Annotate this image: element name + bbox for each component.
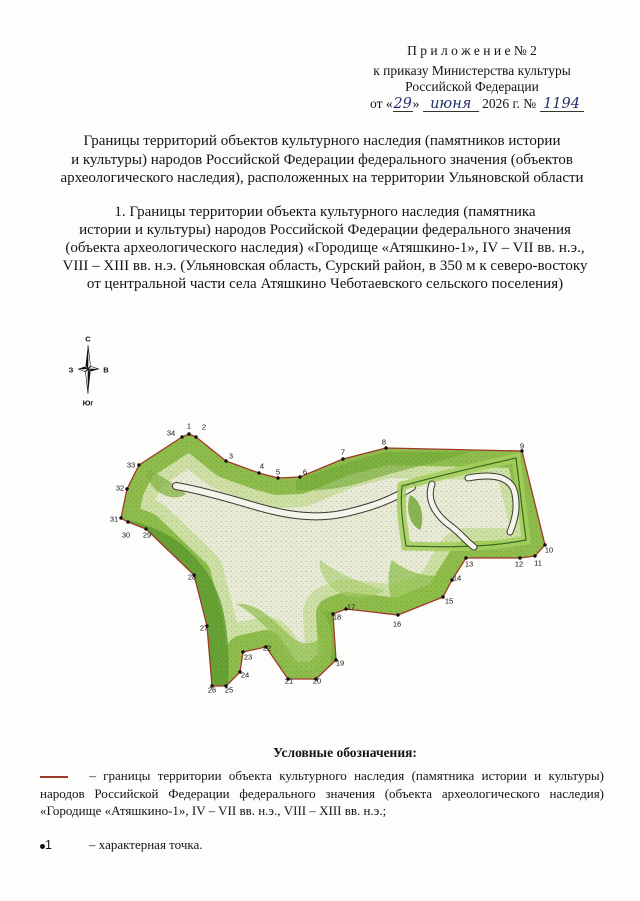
point-label-8: 8 [381,437,387,447]
order-date-line [356,96,588,113]
point-label-5: 5 [275,467,281,477]
compass-south-label: Юг [82,398,94,408]
point-label-21: 21 [284,676,294,686]
point-marker-2 [194,435,197,438]
compass-west-label: З [68,365,74,375]
point-marker-33 [137,463,140,466]
point-marker-16 [396,613,399,616]
point-label-11: 11 [534,558,542,568]
day-close-quote: » [412,95,420,111]
point-label-19: 19 [335,658,345,668]
title-line: археологического наследия), расположенных на территории Ульяновской области [60,170,584,186]
legend-boundary-text: – границы территории объекта культурного наследия (памятника истории и культуры) [89,768,604,783]
order-reference: к приказу Министерства культуры [373,62,571,78]
legend-boundary-line: народов Российской Федерации федерального значения (объекта археологического наследия) [40,785,604,801]
section-heading-line: от центральной части села Атяшкино Чеботаевского сельского поселения) [86,276,564,292]
compass-rose-icon [78,345,99,394]
point-label-18: 18 [332,612,342,622]
section-heading-line: 1. Границы территории объекта культурного наследия (памятника [114,204,536,220]
point-marker-11 [533,554,536,557]
section-heading [10,203,640,293]
point-marker-7 [341,457,344,460]
point-marker-4 [257,471,260,474]
point-label-28: 28 [187,572,197,582]
document-title [4,132,640,188]
boundary-line-sample [40,776,68,778]
point-label-3: 3 [228,451,234,461]
point-label-30: 30 [121,530,131,540]
stipple-texture [121,434,545,686]
section-heading-line: (объекта археологического наследия) «Городище «Атяшкино-1», IV – VII вв. н.э., [65,240,585,256]
point-sample-number: 1 [45,838,52,852]
legend-point-entry [40,836,203,854]
point-marker-1 [187,432,190,435]
day-blank [393,97,413,112]
compass [60,330,120,412]
compass-north-label: С [85,334,91,344]
legend-heading: Условные обозначения: [273,745,417,760]
point-marker-8 [384,446,387,449]
point-label-31: 31 [109,514,119,524]
point-label-33: 33 [126,460,136,470]
title-line: Границы территорий объектов культурного наследия (памятников истории [83,133,561,149]
site-boundary-map [105,415,560,700]
point-label-32: 32 [115,483,125,493]
point-label-14: 14 [452,573,462,583]
point-label-26: 26 [207,685,217,695]
point-label-34: 34 [166,428,176,438]
point-marker-31 [119,516,122,519]
legend-boundary-entry [40,767,604,820]
compass-east-label: В [103,365,109,375]
point-label-15: 15 [444,596,454,606]
point-label-16: 16 [392,619,402,629]
point-label-6: 6 [302,467,308,477]
appendix-header [356,43,588,112]
legend-boundary-line [40,767,604,785]
point-label-2: 2 [201,422,207,432]
point-label-23: 23 [243,652,253,662]
section-heading-line: истории и культуры) народов Российской Федерации федерального значения [79,222,571,238]
point-marker-32 [125,487,128,490]
section-heading-line: VIII – XIII вв. н.э. (Ульяновская область, Сурский район, в 350 м к северо-востоку [62,258,588,274]
point-label-13: 13 [464,559,474,569]
point-label-24: 24 [240,670,250,680]
point-label-29: 29 [142,530,152,540]
handwritten-day: 29 [393,95,412,112]
point-marker-3 [224,459,227,462]
point-label-1: 1 [186,421,192,431]
point-label-17: 17 [346,602,356,612]
legend-boundary-line: «Городище «Атяшкино-1», IV – VII вв. н.э., VIII – XIII вв. н.э.; [40,803,387,818]
point-marker-30 [126,520,129,523]
title-line: и культуры) народов Российской Федерации федерального значения (объектов [71,151,573,168]
point-marker-34 [180,435,183,438]
point-label-22: 22 [262,643,272,653]
handwritten-order-number: 1194 [543,95,580,112]
point-label-10: 10 [544,545,554,555]
point-marker-6 [298,475,301,478]
month-blank [423,97,479,112]
number-blank [540,97,584,112]
point-label-9: 9 [519,441,525,451]
point-label-20: 20 [312,676,322,686]
point-label-12: 12 [514,559,524,569]
handwritten-month: июня [430,95,472,112]
point-label-27: 27 [199,623,209,633]
point-label-7: 7 [340,447,346,457]
point-marker-5 [276,476,279,479]
point-label-25: 25 [224,685,234,695]
date-prefix: от « [370,95,393,111]
point-label-4: 4 [259,461,265,471]
year-label: 2026 г. № [482,95,537,111]
appendix-number: П р и л о ж е н и е № 2 [407,43,537,58]
ministry-name: Российской Федерации [405,79,539,94]
legend-point-text: – характерная точка. [89,837,203,852]
